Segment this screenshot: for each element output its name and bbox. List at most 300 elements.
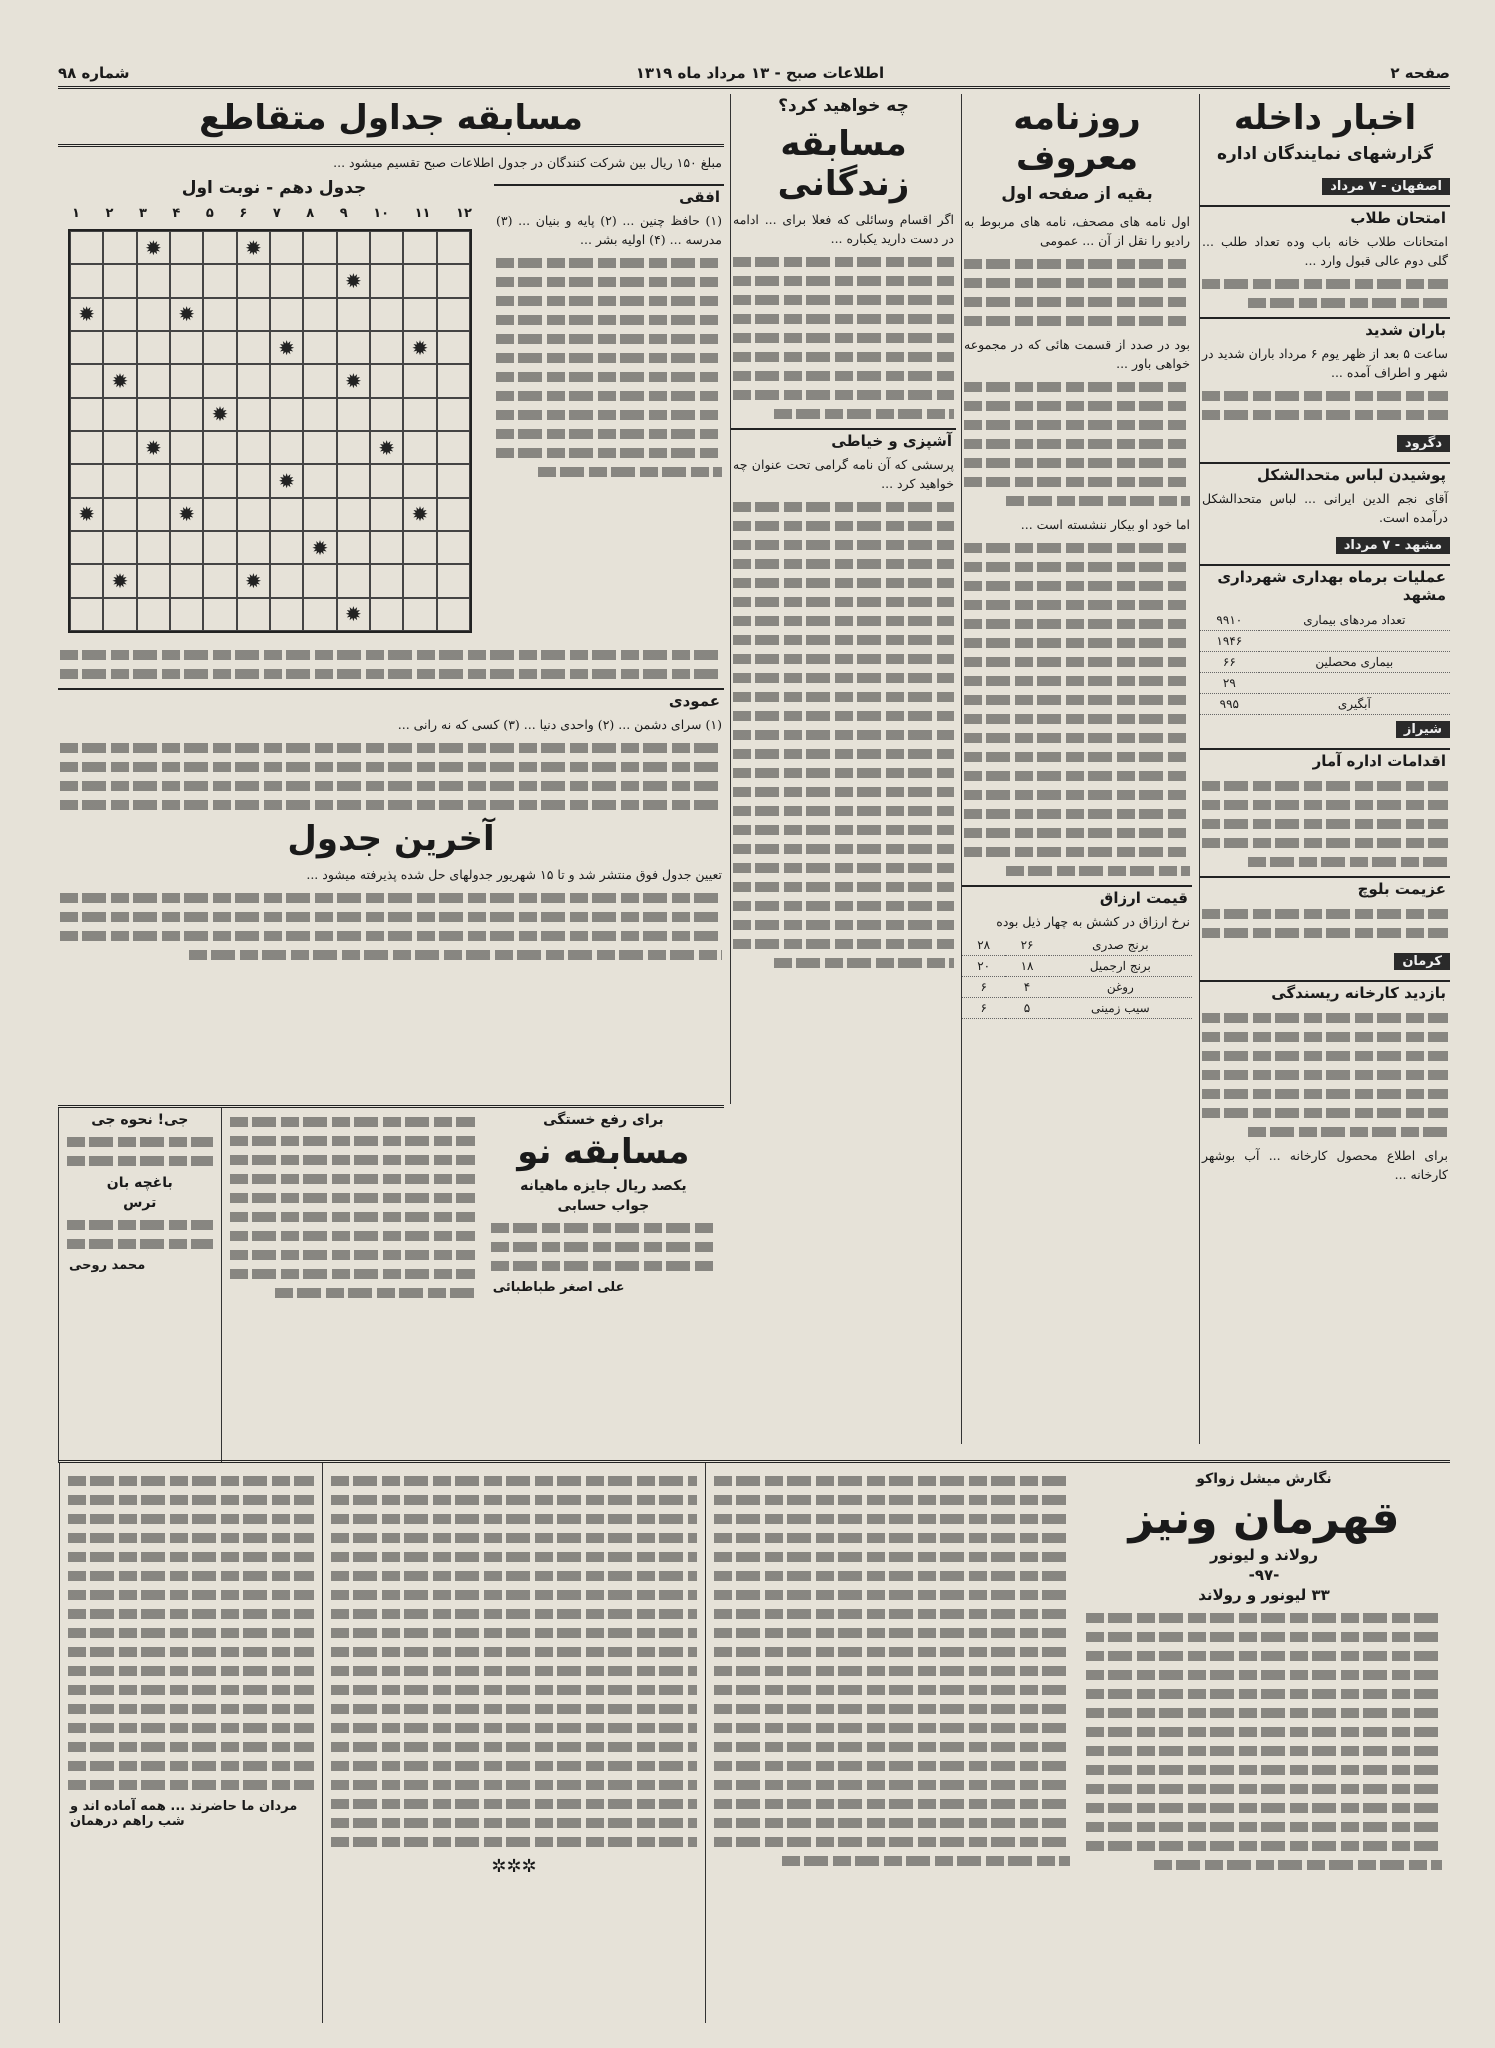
contest-title: مسابقه زندگانی [777,124,910,204]
grid-cell[interactable] [70,264,103,297]
grid-cell[interactable] [403,564,436,597]
text-lines [491,1261,716,1271]
last-table-title: آخرین جدول [287,819,495,859]
text-lines [733,257,954,267]
text-lines [230,1117,475,1127]
text-lines [496,315,722,325]
grid-cell[interactable] [437,598,470,631]
domestic-news-title: اخبار داخله [1233,98,1417,138]
grid-cell[interactable] [70,464,103,497]
text-lines [964,828,1190,838]
box-heading: باغچه بان [106,1175,173,1191]
grid-cell[interactable] [437,331,470,364]
signature: علی اصغر طباطبائی [492,1280,625,1295]
grid-cell[interactable] [203,564,236,597]
grid-cell[interactable] [270,431,303,464]
text-lines [1086,1651,1442,1661]
text-lines [496,334,722,344]
grid-cell[interactable] [203,531,236,564]
joke-box [58,1108,221,1463]
grid-cell[interactable] [303,298,336,331]
text-lines [714,1628,1070,1638]
text-lines [733,920,954,930]
grid-cell[interactable] [70,398,103,431]
contest-text: پرسشی که آن نامه گرامی تحت عنوان چه خواهید کرد ... [733,457,954,491]
grid-cell[interactable] [370,264,403,297]
crossword-body [58,176,724,641]
text-lines [331,1628,697,1638]
text-lines [60,762,722,772]
grid-cell[interactable] [270,264,303,297]
box-subtitle: یکصد ریال جایزه ماهیانه [520,1178,687,1194]
text-lines [1006,496,1190,506]
grid-cell[interactable] [303,264,336,297]
grid-cell[interactable] [203,264,236,297]
grid-cell[interactable] [437,264,470,297]
text-lines [230,1136,475,1146]
grid-cell[interactable] [203,464,236,497]
grid-cell[interactable] [170,531,203,564]
grid-cell: ✹ [137,231,170,264]
text-lines [68,1685,314,1695]
grid-cell[interactable] [370,498,403,531]
price-value: ۲۸ [962,935,1005,956]
serial-story [58,1460,1450,2023]
grid-cell[interactable] [370,564,403,597]
text-lines [964,733,1190,743]
grid-cell[interactable] [203,231,236,264]
grid-cell[interactable] [270,231,303,264]
text-lines [496,296,722,306]
grid-cell[interactable] [70,531,103,564]
grid-cell[interactable] [270,598,303,631]
grid-cell[interactable] [137,531,170,564]
grid-cell[interactable] [437,431,470,464]
grid-cell[interactable] [303,231,336,264]
grid-cell: ✹ [137,431,170,464]
text-lines [496,277,722,287]
text-lines [1202,928,1448,938]
grid-cell[interactable] [103,464,136,497]
grid-cell[interactable] [137,364,170,397]
grid-cell[interactable] [237,364,270,397]
grid-number: ۶ [239,206,248,221]
grid-cell[interactable] [303,331,336,364]
text-lines [331,1704,697,1714]
text-lines [1202,800,1448,810]
text-lines [733,654,954,664]
grid-cell[interactable] [337,398,370,431]
text-lines [964,714,1190,724]
grid-cell[interactable] [203,598,236,631]
news-heading: اقدامات اداره آمار [1200,748,1450,772]
text-lines [68,1514,314,1524]
grid-cell[interactable] [303,498,336,531]
grid-cell[interactable] [237,431,270,464]
grid-cell[interactable] [237,331,270,364]
grid-cell[interactable] [137,498,170,531]
text-lines [1202,1032,1448,1042]
grid-cell: ✹ [237,231,270,264]
text-lines [964,847,1190,857]
price-item: سیب زمینی [1049,998,1192,1019]
text-lines [331,1514,697,1524]
text-lines [733,578,954,588]
text-lines [331,1495,697,1505]
text-lines [964,543,1190,553]
text-lines [68,1780,314,1790]
grid-number: ۴ [172,206,181,221]
serial-episode: -۹۷- [1248,1566,1280,1584]
grid-cell[interactable] [370,398,403,431]
grid-cell[interactable] [137,298,170,331]
text-lines [1086,1632,1442,1642]
grid-cell[interactable] [270,498,303,531]
life-contest-column [730,94,956,1104]
grid-cell[interactable] [437,364,470,397]
clues-text: (۱) حافظ چنین ... (۲) پایه و بنیان ... (۳) مدرسه ... (۴) اولیه بشر ... [496,213,722,247]
grid-cell[interactable] [137,564,170,597]
text-lines [1086,1765,1442,1775]
grid-cell[interactable] [137,264,170,297]
grid-number: ۲ [105,206,114,221]
text-lines [60,912,722,922]
text-lines [1248,1127,1448,1137]
grid-cell[interactable] [437,464,470,497]
grid-cell[interactable] [437,498,470,531]
grid-cell: ✹ [103,564,136,597]
grid-cell[interactable] [303,598,336,631]
grid-cell[interactable] [270,298,303,331]
box-title: جی! نحوه جی [91,1112,189,1128]
text-lines [964,752,1190,762]
grid-cell[interactable] [437,298,470,331]
famous-newspaper-column [961,94,1192,1444]
text-lines [1086,1613,1442,1623]
grid-number: ۱۱ [414,206,431,221]
grid-cell[interactable] [170,564,203,597]
grid-cell[interactable] [203,431,236,464]
grid-cell[interactable] [403,231,436,264]
grid-cell[interactable] [237,498,270,531]
text-lines [964,695,1190,705]
text-lines [67,1220,213,1230]
serial-chapter: ۳۳ لیونور و رولاند [1198,1586,1330,1604]
text-lines [1202,1051,1448,1061]
text-lines [68,1628,314,1638]
text-lines [733,333,954,343]
grid-cell[interactable] [70,331,103,364]
grid-cell[interactable] [437,564,470,597]
grid-cell[interactable] [370,331,403,364]
text-lines [189,950,722,960]
text-lines [496,353,722,363]
text-lines [68,1495,314,1505]
text-lines [964,382,1190,392]
text-lines [714,1552,1070,1562]
text-lines [331,1723,697,1733]
text-lines [1086,1727,1442,1737]
text-lines [331,1780,697,1790]
grid-cell[interactable] [403,298,436,331]
grid-cell: ✹ [203,398,236,431]
grid-cell[interactable] [137,398,170,431]
grid-cell[interactable] [337,531,370,564]
text-lines [230,1193,475,1203]
newspaper-page [58,60,1450,2020]
text-lines [714,1837,1070,1847]
text-lines [964,297,1190,307]
grid-cell[interactable] [103,598,136,631]
grid-cell[interactable] [103,264,136,297]
text-lines [733,787,954,797]
text-lines [714,1647,1070,1657]
text-lines [714,1685,1070,1695]
text-lines [331,1552,697,1562]
price-item: برنج ارجمیل [1049,956,1192,977]
grid-cell[interactable] [103,531,136,564]
down-heading: عمودی [58,688,724,712]
grid-cell[interactable] [303,364,336,397]
serial-title-column [1078,1463,1450,2023]
grid-cell[interactable] [270,531,303,564]
grid-cell[interactable] [337,331,370,364]
grid-cell[interactable] [103,331,136,364]
text-lines [496,448,722,458]
text-lines [67,1156,213,1166]
stat-label [1259,673,1450,694]
grid-cell[interactable] [237,531,270,564]
grid-cell[interactable] [103,498,136,531]
grid-cell: ✹ [103,364,136,397]
grid-number: ۳ [138,206,147,221]
grid-cell[interactable] [403,264,436,297]
grid-cell[interactable] [370,598,403,631]
text-lines [230,1231,475,1241]
grid-cell[interactable] [403,598,436,631]
grid-cell: ✹ [403,331,436,364]
text-lines [60,800,722,810]
grid-number: ۱۰ [373,206,390,221]
text-lines [1202,279,1448,289]
text-lines [331,1799,697,1809]
text-lines [714,1495,1070,1505]
text-lines [964,259,1190,269]
grid-cell[interactable] [237,598,270,631]
text-lines [1086,1670,1442,1680]
crossword-title: مسابقه جداول متقاطع [199,98,583,138]
across-heading: افقی [494,184,724,208]
text-lines [714,1514,1070,1524]
price-value: ۲۰ [962,956,1005,977]
text-lines [68,1742,314,1752]
grid-cell[interactable] [203,331,236,364]
filler-box [221,1108,483,1463]
grid-cell[interactable] [237,298,270,331]
grid-cell[interactable] [237,264,270,297]
text-lines [714,1609,1070,1619]
article-text: اما خود او بیکار ننشسته است ... [1020,517,1190,532]
text-lines [714,1723,1070,1733]
grid-cell: ✹ [237,564,270,597]
grid-cell[interactable] [137,331,170,364]
city-label: دگرود [1397,435,1450,452]
grid-cell[interactable] [70,598,103,631]
serial-title: قهرمان ونیز [1128,1493,1400,1544]
divider [58,144,724,147]
city-label: مشهد - ۷ مرداد [1336,537,1450,554]
grid-cell[interactable] [370,231,403,264]
text-lines [331,1666,697,1676]
continued-label: بقیه از صفحه اول [1001,184,1153,204]
grid-cell: ✹ [337,264,370,297]
grid-cell[interactable] [303,564,336,597]
grid-cell[interactable] [203,498,236,531]
grid-cell[interactable] [170,431,203,464]
grid-cell[interactable] [70,231,103,264]
text-lines [964,619,1190,629]
text-lines [60,781,722,791]
text-lines [60,893,722,903]
grid-cell[interactable] [170,398,203,431]
text-lines [496,410,722,420]
grid-cell[interactable] [337,564,370,597]
grid-cell[interactable] [203,364,236,397]
grid-cell[interactable] [237,464,270,497]
serial-text-column [322,1463,705,2023]
stat-label: آبگیری [1259,694,1450,715]
grid-cell[interactable] [337,464,370,497]
grid-cell[interactable] [70,431,103,464]
grid-cell[interactable] [103,298,136,331]
text-lines [538,467,722,477]
text-lines [733,597,954,607]
grid-cell[interactable] [437,531,470,564]
text-lines [68,1647,314,1657]
text-lines [68,1704,314,1714]
grid-cell[interactable] [403,398,436,431]
page-number: صفحه ۲ [1390,64,1450,82]
grid-cell[interactable] [270,564,303,597]
grid-cell[interactable] [337,298,370,331]
grid-cell[interactable] [103,231,136,264]
grid-cell[interactable] [170,231,203,264]
grid-cell[interactable] [170,364,203,397]
grid-number: ۸ [306,206,315,221]
text-lines [733,806,954,816]
grid-cell[interactable] [103,398,136,431]
city-label: شیراز [1396,721,1450,738]
text-lines [714,1761,1070,1771]
text-lines [67,1137,213,1147]
stat-label: بیماری محصلین [1259,652,1450,673]
news-text: امتحانات طلاب خانه باب وده تعداد طلب ... گلی دوم عالی قبول وارد ... [1202,234,1448,268]
text-lines [68,1571,314,1581]
text-lines [733,276,954,286]
text-lines [1086,1841,1442,1851]
serial-subtitle: رولاند و لیونور [1209,1546,1319,1564]
crossword-column [58,94,724,1124]
grid-cell[interactable] [203,298,236,331]
grid-cell[interactable] [370,298,403,331]
grid-cell[interactable] [270,364,303,397]
mosabeghe-no-box [483,1108,724,1463]
text-lines [733,635,954,645]
box-title: مسابقه نو [517,1132,690,1172]
news-heading: امتحان طلاب [1200,205,1450,229]
grid-cell[interactable] [403,364,436,397]
text-lines [733,521,954,531]
text-lines [1202,909,1448,919]
grid-cell[interactable] [337,498,370,531]
grid-cell[interactable] [137,464,170,497]
grid-cell[interactable] [337,231,370,264]
box-heading: ترس [123,1195,157,1211]
text-lines [733,768,954,778]
box-kicker: برای رفع خستگی [543,1112,664,1128]
text-lines [1154,1860,1442,1870]
text-lines [964,676,1190,686]
grid-cell[interactable] [303,398,336,431]
grid-cell[interactable] [170,598,203,631]
grid-cell[interactable] [270,398,303,431]
crossword-grid[interactable] [68,229,472,633]
grid-cell: ✹ [337,598,370,631]
text-lines [733,352,954,362]
grid-cell[interactable] [137,598,170,631]
text-lines [1202,1108,1448,1118]
grid-cell[interactable] [303,431,336,464]
grid-cell[interactable] [170,331,203,364]
grid-cell[interactable] [370,464,403,497]
grid-cell[interactable] [237,398,270,431]
text-lines [714,1742,1070,1752]
grid-cell: ✹ [370,431,403,464]
grid-cell[interactable] [303,464,336,497]
text-lines [496,391,722,401]
grid-cell[interactable] [70,564,103,597]
text-lines [733,502,954,512]
grid-cell[interactable] [170,464,203,497]
grid-cell[interactable] [70,364,103,397]
text-lines [733,371,954,381]
grid-cell[interactable] [170,264,203,297]
text-lines [275,1288,474,1298]
grid-cell[interactable] [103,431,136,464]
grid-cell[interactable] [437,398,470,431]
news-heading: بازدید کارخانه ریسندگی [1200,980,1450,1004]
price-value: ۲۶ [1005,935,1048,956]
grid-cell[interactable] [370,364,403,397]
text-lines [964,600,1190,610]
grid-cell[interactable] [403,464,436,497]
grid-cell: ✹ [403,498,436,531]
text-lines [496,429,722,439]
text-lines [68,1666,314,1676]
table-row [1200,631,1450,652]
news-text: برای اطلاع محصول کارخانه ... آب بوشهر کارخانه ... [1202,1148,1448,1182]
famous-newspaper-title: روزنامه معروف [1013,98,1141,178]
serial-text-column [705,1463,1078,2023]
text-lines [1086,1784,1442,1794]
grid-cell[interactable] [403,431,436,464]
grid-cell[interactable] [437,231,470,264]
text-lines [964,771,1190,781]
grid-cell[interactable] [370,531,403,564]
grid-cell[interactable] [403,531,436,564]
grid-cell[interactable] [337,431,370,464]
text-lines [964,809,1190,819]
